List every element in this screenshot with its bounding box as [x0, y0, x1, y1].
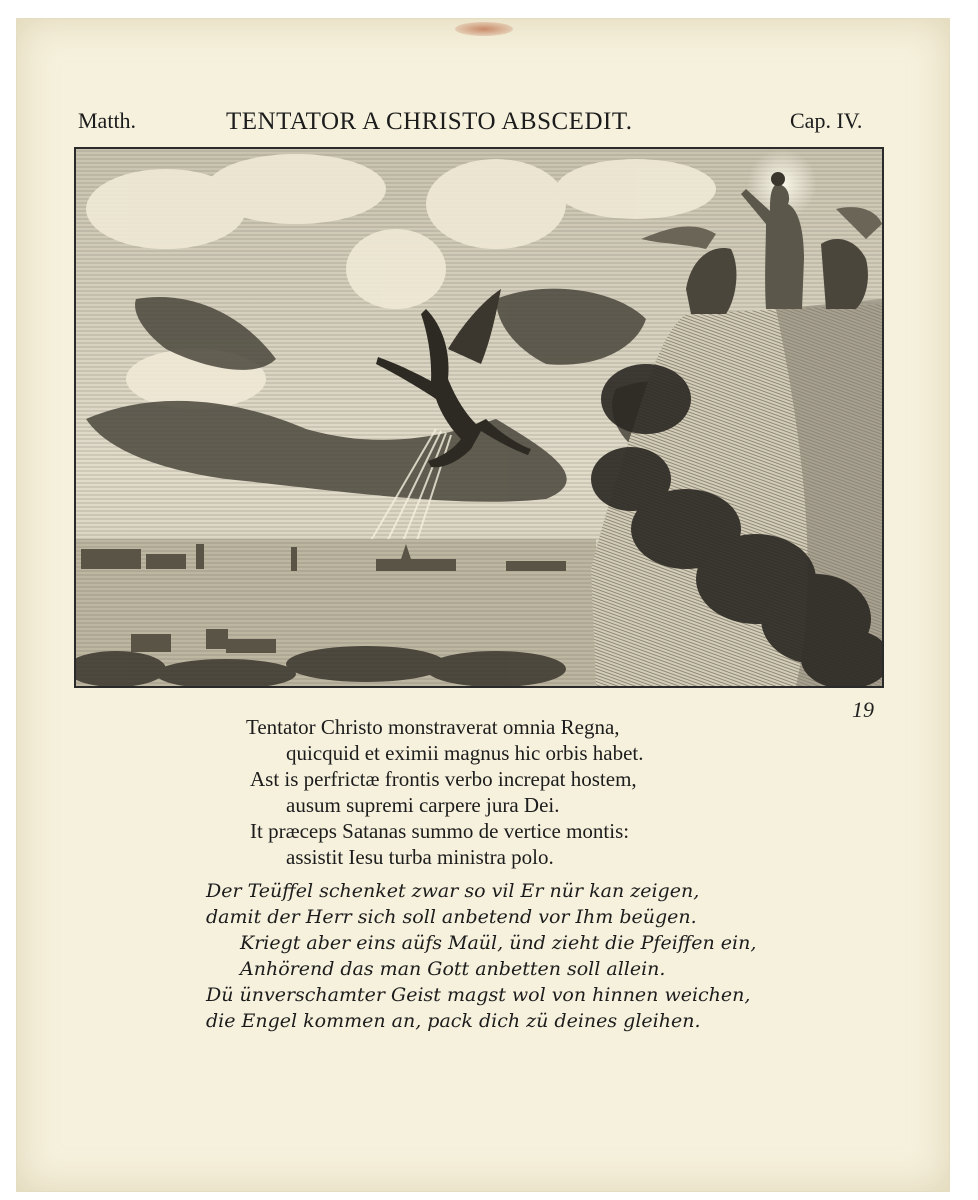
engraving-svg [76, 149, 882, 686]
german-line: Der Teüffel schenket zwar so vil Er nür kan zeigen, [206, 880, 700, 902]
latin-line: It præceps Satanas summo de vertice montis: [250, 819, 630, 843]
latin-line: Tentator Christo monstraverat omnia Regna, [246, 715, 620, 739]
german-line: Kriegt aber eins aüfs Maül, ünd zieht die Pfeiffen ein, [240, 932, 757, 954]
latin-line: Ast is perfrictæ frontis verbo increpat hostem, [250, 767, 637, 791]
latin-line: assistit Iesu turba ministra polo. [286, 845, 554, 869]
page-number: 19 [852, 697, 874, 722]
header-chapter-reference: Cap. IV. [790, 108, 863, 133]
german-line: die Engel kommen an, pack dich zü deines gleihen. [206, 1010, 701, 1032]
german-line: Dü ünverschamter Geist magst wol von hinnen weichen, [206, 984, 751, 1006]
latin-line: ausum supremi carpere jura Dei. [286, 793, 560, 817]
engraving-illustration [74, 147, 884, 688]
page-title: TENTATOR A CHRISTO ABSCEDIT. [226, 108, 633, 135]
german-line: damit der Herr sich soll anbetend vor Ihm beügen. [206, 906, 697, 928]
paper-stain [455, 22, 513, 36]
header-gospel-reference: Matth. [78, 108, 137, 133]
latin-line: quicquid et eximii magnus hic orbis habet. [286, 741, 644, 765]
german-line: Anhörend das man Gott anbetten soll allein. [240, 958, 666, 980]
